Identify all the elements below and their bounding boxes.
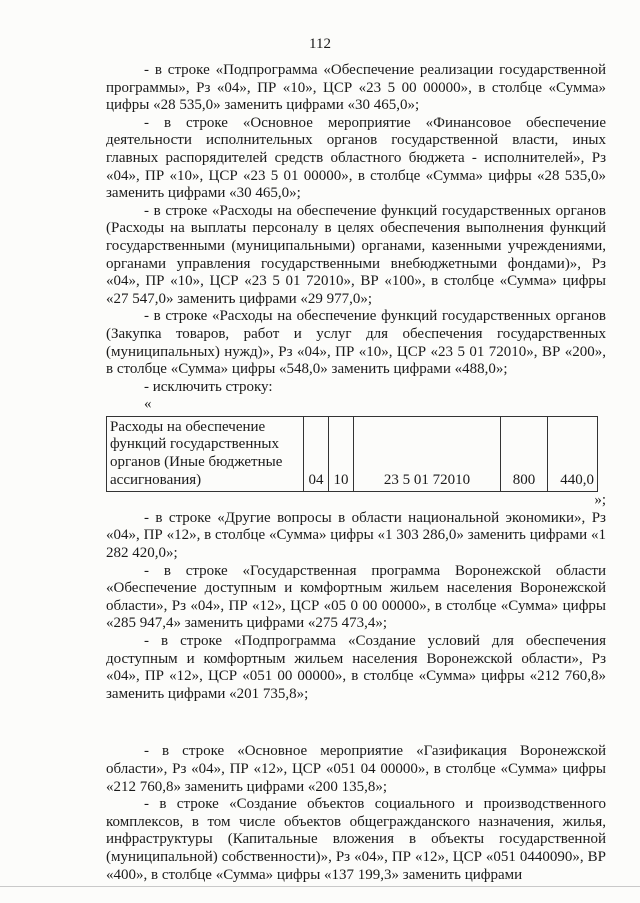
blank-gap	[106, 703, 606, 743]
page-bottom-edge	[0, 886, 640, 887]
cell-rz: 04	[304, 416, 329, 491]
cell-vr: 800	[501, 416, 548, 491]
paragraph: - в строке «Государственная программа Воронежской области «Обеспечение доступным и комфортным жильем населения Воронежской области», Рз «04», ПР «12», ЦСР «05 0 00 00000», в столбце «Сумма» цифры «285 947,4» заменить цифрами «275 473,4»;	[106, 562, 606, 632]
paragraph: - в строке «Основное мероприятие «Финансовое обеспечение деятельности исполнительных органов государственной власти, иных главных распорядителей средств областного бюджета - исполнителей», Рз «04», ПР «10», ЦСР «23 5 01 00000», в столбце «Сумма» цифры «28 535,0» заменить цифрами «30 465,0»;	[106, 114, 606, 202]
document-body	[106, 62, 606, 884]
opening-quote: «	[144, 396, 152, 413]
cell-pr: 10	[329, 416, 354, 491]
paragraph: - в строке «Подпрограмма «Обеспечение реализации государственной программы», Рз «04», ПР «10», ЦСР «23 5 00 00000», в столбце «Сумма» цифры «28 535,0» заменить цифрами «30 465,0»;	[106, 62, 606, 114]
paragraph: - в строке «Расходы на обеспечение функций государственных органов (Закупка товаров, работ и услуг для обеспечения государственных (муниципальных) нужд)», Рз «04», ПР «10», ЦСР «23 5 01 72010», ВР «200», в столбце «Сумма» цифры «548,0» заменить цифрами «488,0»;	[106, 308, 606, 378]
paragraph: - в строке «Создание объектов социального и производственного комплексов, в том числе объектов общегражданского назначения, жилья, инфраструктуры (Капитальные вложения в объекты государственной (муниципальной) собственности)», Рз «04», ПР «12», ЦСР «051 0440090», ВР «400», в столбце «Сумма» цифры «137 199,3» заменить цифрами	[106, 796, 606, 883]
closing-quote: »;	[594, 492, 606, 509]
cell-csr: 23 5 01 72010	[354, 416, 501, 491]
paragraph: - в строке «Подпрограмма «Создание условий для обеспечения доступным и комфортным жильем населения Воронежской области», Рз «04», ПР «12», ЦСР «051 00 00000», в столбце «Сумма» цифры «212 760,8» заменить цифрами «201 735,8»;	[106, 633, 606, 702]
cell-sum: 440,0	[548, 416, 598, 491]
table-row	[107, 416, 598, 491]
paragraph: - в строке «Другие вопросы в области национальной экономики», Рз «04», ПР «12», в столбце «Сумма» цифры «1 303 286,0» заменить цифрами «1 282 420,0»;	[106, 509, 606, 562]
paragraph: - исключить строку:	[144, 378, 273, 395]
cell-name: Расходы на обеспечение функций государственных органов (Иные бюджетные ассигнования)	[107, 416, 304, 491]
paragraph: - в строке «Основное мероприятие «Газификация Воронежской области», Рз «04», ПР «12», ЦСР «051 04 00000», в столбце «Сумма» цифры «212 760,8» заменить цифрами «200 135,8»;	[106, 743, 606, 795]
paragraph: - в строке «Расходы на обеспечение функций государственных органов (Расходы на выплаты персоналу в целях обеспечения выполнения функций государственными (муниципальными) органами, казенными учреждениями, органами управления государственными внебюджетными фондами)», Рз «04», ПР «10», ЦСР «23 5 01 72010», ВР «100», в столбце «Сумма» цифры «27 547,0» заменить цифрами «29 977,0»;	[106, 202, 606, 307]
excluded-table-row	[106, 416, 598, 492]
page-number: 112	[309, 36, 331, 52]
